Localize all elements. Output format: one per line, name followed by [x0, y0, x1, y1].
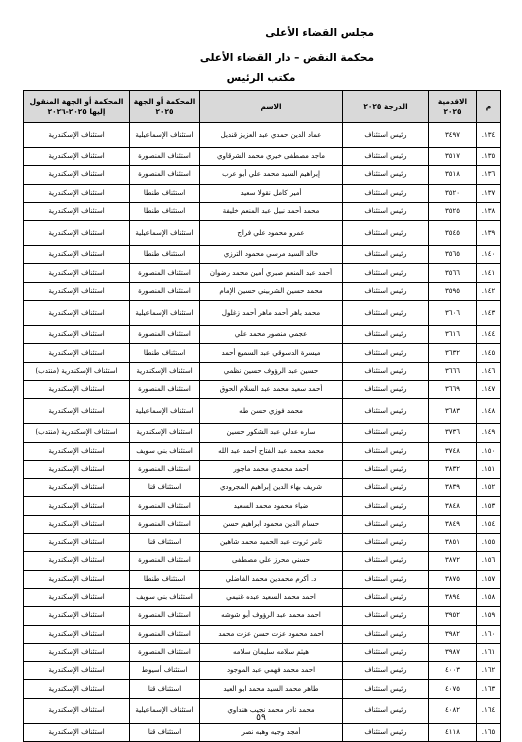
- col-seniority-cell: ٣٨٤٨: [429, 497, 477, 515]
- col-current-court-cell: استئناف قنا: [130, 680, 200, 698]
- col-destination-court-header: المحكمة أو الجهة المنقول إليها ٢٠٢٥-٢٠٢٦: [24, 91, 130, 123]
- col-name-cell: عماد الدين حمدي عبد العزيز قنديل: [200, 123, 343, 148]
- table-row: [24, 344, 501, 362]
- col-current-court-cell: استئناف الإسكندرية: [130, 362, 200, 380]
- col-current-court-cell: استئناف طنطا: [130, 344, 200, 362]
- col-index-cell: ١٥٠.: [477, 442, 501, 460]
- col-seniority-cell: ٣٧٤٨: [429, 442, 477, 460]
- table-row: [24, 442, 501, 460]
- col-index-cell: ١٣٨.: [477, 202, 501, 220]
- col-seniority-cell: ٣٨٧٥: [429, 570, 477, 588]
- col-seniority-cell: ٤٠٧٥: [429, 680, 477, 698]
- col-current-court-cell: استئناف قنا: [130, 479, 200, 497]
- col-destination-court-cell: استئناف الإسكندرية: [24, 607, 130, 625]
- col-name-cell: محمد فوزي حسن طه: [200, 399, 343, 424]
- col-grade-cell: رئيس استئناف: [343, 570, 429, 588]
- col-current-court-cell: استئناف طنطا: [130, 184, 200, 202]
- col-name-header: الاسم: [200, 91, 343, 123]
- col-index-cell: ١٦٢.: [477, 662, 501, 680]
- table-body: [24, 123, 501, 742]
- col-seniority-header: الاقدمية ٢٠٢٥: [429, 91, 477, 123]
- col-name-cell: عمرو محمود علي فراج: [200, 221, 343, 246]
- col-current-court-cell: استئناف المنصورة: [130, 607, 200, 625]
- col-current-court-cell: استئناف بني سويف: [130, 588, 200, 606]
- col-index-cell: ١٤٠.: [477, 246, 501, 264]
- table-row: [24, 643, 501, 661]
- col-destination-court-cell: استئناف الإسكندرية: [24, 184, 130, 202]
- col-seniority-cell: ٣٦٨٣: [429, 399, 477, 424]
- col-name-cell: خالد السيد مرسي محمود الترزي: [200, 246, 343, 264]
- col-destination-court-cell: استئناف الإسكندرية: [24, 123, 130, 148]
- col-name-cell: أمير كامل نقولا سعيد: [200, 184, 343, 202]
- table-row: [24, 399, 501, 424]
- col-index-cell: ١٦٠.: [477, 625, 501, 643]
- col-destination-court-cell: استئناف الإسكندرية: [24, 698, 130, 723]
- col-seniority-cell: ٣٦١٦: [429, 326, 477, 344]
- col-index-cell: ١٥٣.: [477, 497, 501, 515]
- col-seniority-cell: ٣٥٢٥: [429, 202, 477, 220]
- table-row: [24, 588, 501, 606]
- col-grade-cell: رئيس استئناف: [343, 424, 429, 442]
- col-current-court-cell: استئناف قنا: [130, 534, 200, 552]
- col-index-cell: ١٦٤.: [477, 698, 501, 723]
- page-number: ٥٩: [256, 713, 266, 723]
- col-current-court-cell: استئناف طنطا: [130, 570, 200, 588]
- col-current-court-cell: استئناف بني سويف: [130, 442, 200, 460]
- col-index-cell: ١٥٩.: [477, 607, 501, 625]
- table-row: [24, 282, 501, 300]
- col-destination-court-cell: استئناف الإسكندرية: [24, 166, 130, 184]
- col-current-court-cell: استئناف المنصورة: [130, 148, 200, 166]
- col-current-court-cell: استئناف الإسماعيلية: [130, 301, 200, 326]
- table-row: [24, 221, 501, 246]
- col-current-court-cell: استئناف طنطا: [130, 246, 200, 264]
- col-name-cell: احمد محمد السعيد عبده غنيمي: [200, 588, 343, 606]
- table-row: [24, 515, 501, 533]
- col-grade-cell: رئيس استئناف: [343, 221, 429, 246]
- col-seniority-cell: ٣٥١٧: [429, 148, 477, 166]
- table-row: [24, 497, 501, 515]
- col-name-cell: احمد محمود عزت حسن عزت محمد: [200, 625, 343, 643]
- col-index-cell: ١٥٧.: [477, 570, 501, 588]
- table-row: [24, 625, 501, 643]
- col-name-cell: حسني محرز علي مصطفى: [200, 552, 343, 570]
- col-current-court-cell: استئناف المنصورة: [130, 625, 200, 643]
- col-name-cell: محمد حسين الشربيني حسين الإمام: [200, 282, 343, 300]
- col-index-cell: ١٤٣.: [477, 301, 501, 326]
- col-grade-cell: رئيس استئناف: [343, 166, 429, 184]
- col-seniority-cell: ٤٠٠٣: [429, 662, 477, 680]
- col-name-cell: احمد محمد عبد الرؤوف أبو شوشه: [200, 607, 343, 625]
- col-index-cell: ١٥٤.: [477, 515, 501, 533]
- col-current-court-cell: استئناف المنصورة: [130, 282, 200, 300]
- col-destination-court-cell: استئناف الإسكندرية: [24, 202, 130, 220]
- col-grade-cell: رئيس استئناف: [343, 515, 429, 533]
- col-grade-cell: رئيس استئناف: [343, 607, 429, 625]
- col-current-court-cell: استئناف المنصورة: [130, 380, 200, 398]
- col-seniority-cell: ٣٦٦٩: [429, 380, 477, 398]
- col-index-cell: ١٣٩.: [477, 221, 501, 246]
- col-index-cell: ١٥١.: [477, 460, 501, 478]
- col-seniority-cell: ٣٦٦٦: [429, 362, 477, 380]
- council-title: مجلس القضاء الأعلى: [265, 27, 374, 39]
- table-row: [24, 534, 501, 552]
- col-index-cell: ١٤٥.: [477, 344, 501, 362]
- table-row: [24, 123, 501, 148]
- col-name-cell: أحمد محمدي محمد ماجور: [200, 460, 343, 478]
- col-destination-court-cell: استئناف الإسكندرية: [24, 282, 130, 300]
- col-seniority-cell: ٣٥١٨: [429, 166, 477, 184]
- col-destination-court-cell: استئناف الإسكندرية: [24, 680, 130, 698]
- col-seniority-cell: ٤١١٨: [429, 723, 477, 741]
- col-seniority-cell: ٣٤٩٧: [429, 123, 477, 148]
- col-destination-court-cell: استئناف الإسكندرية: [24, 552, 130, 570]
- col-destination-court-cell: استئناف الإسكندرية: [24, 460, 130, 478]
- col-seniority-cell: ٣٥٦٥: [429, 246, 477, 264]
- col-destination-court-cell: استئناف الإسكندرية: [24, 148, 130, 166]
- col-grade-cell: رئيس استئناف: [343, 479, 429, 497]
- col-name-cell: محمد باهر أحمد ماهر أحمد زغلول: [200, 301, 343, 326]
- table-row: [24, 264, 501, 282]
- col-current-court-cell: استئناف المنصورة: [130, 552, 200, 570]
- col-index-header: م: [477, 91, 501, 123]
- table-row: [24, 552, 501, 570]
- col-destination-court-cell: استئناف الإسكندرية: [24, 515, 130, 533]
- col-seniority-cell: ٣٥٩٥: [429, 282, 477, 300]
- col-index-cell: ١٤٢.: [477, 282, 501, 300]
- col-index-cell: ١٥٨.: [477, 588, 501, 606]
- col-grade-cell: رئيس استئناف: [343, 698, 429, 723]
- col-grade-cell: رئيس استئناف: [343, 442, 429, 460]
- col-seniority-cell: ٣٥٤٥: [429, 221, 477, 246]
- col-destination-court-cell: استئناف الإسكندرية: [24, 246, 130, 264]
- col-destination-court-cell: استئناف الإسكندرية (منتدب): [24, 424, 130, 442]
- col-destination-court-cell: استئناف الإسكندرية: [24, 221, 130, 246]
- col-name-cell: عجمي منصور محمد علي: [200, 326, 343, 344]
- col-grade-cell: رئيس استئناف: [343, 344, 429, 362]
- col-grade-cell: رئيس استئناف: [343, 552, 429, 570]
- col-grade-cell: رئيس استئناف: [343, 534, 429, 552]
- col-current-court-cell: استئناف المنصورة: [130, 460, 200, 478]
- col-seniority-cell: ٣٥٢٠: [429, 184, 477, 202]
- col-index-cell: ١٣٧.: [477, 184, 501, 202]
- col-name-cell: محمد نادر محمد نجيب هنداوي: [200, 698, 343, 723]
- table-row: [24, 202, 501, 220]
- table-row: [24, 460, 501, 478]
- col-index-cell: ١٦٣.: [477, 680, 501, 698]
- col-index-cell: ١٤٩.: [477, 424, 501, 442]
- col-name-cell: حسين عبد الرؤوف حسين نظمي: [200, 362, 343, 380]
- col-grade-cell: رئيس استئناف: [343, 264, 429, 282]
- col-name-cell: تامر ثروت عبد الحميد محمد شاهين: [200, 534, 343, 552]
- col-grade-cell: رئيس استئناف: [343, 246, 429, 264]
- col-grade-cell: رئيس استئناف: [343, 497, 429, 515]
- col-seniority-cell: ٣٨٧٢: [429, 552, 477, 570]
- table-row: [24, 166, 501, 184]
- col-name-cell: ساره عدلي عبد الشكور حسين: [200, 424, 343, 442]
- col-seniority-cell: ٣٧٣٦: [429, 424, 477, 442]
- transfers-table: [23, 90, 501, 742]
- col-destination-court-cell: استئناف الإسكندرية: [24, 588, 130, 606]
- table-row: [24, 246, 501, 264]
- table-row: [24, 607, 501, 625]
- col-current-court-cell: استئناف المنصورة: [130, 264, 200, 282]
- col-seniority-cell: ٣٨٣٩: [429, 479, 477, 497]
- col-seniority-cell: ٣٩٥٢: [429, 607, 477, 625]
- table-row: [24, 184, 501, 202]
- col-name-cell: حسام الدين محمود ابراهيم حسن: [200, 515, 343, 533]
- col-seniority-cell: ٣٨٣٢: [429, 460, 477, 478]
- col-seniority-cell: ٣٨٤٩: [429, 515, 477, 533]
- col-destination-court-cell: استئناف الإسكندرية: [24, 497, 130, 515]
- col-destination-court-cell: استئناف الإسكندرية: [24, 442, 130, 460]
- col-seniority-cell: ٣٨٩٤: [429, 588, 477, 606]
- col-grade-cell: رئيس استئناف: [343, 123, 429, 148]
- col-current-court-cell: استئناف المنصورة: [130, 497, 200, 515]
- col-index-cell: ١٤٤.: [477, 326, 501, 344]
- col-grade-cell: رئيس استئناف: [343, 282, 429, 300]
- col-seniority-cell: ٣٥٦٦: [429, 264, 477, 282]
- col-grade-cell: رئيس استئناف: [343, 362, 429, 380]
- col-grade-cell: رئيس استئناف: [343, 399, 429, 424]
- col-current-court-cell: استئناف المنصورة: [130, 643, 200, 661]
- col-seniority-cell: ٣٩٨٢: [429, 625, 477, 643]
- col-name-cell: أحمد عبد المنعم صبري أمين محمد رضوان: [200, 264, 343, 282]
- col-destination-court-cell: استئناف الإسكندرية: [24, 479, 130, 497]
- col-name-cell: د. أكرم محمدين محمد الفاضلي: [200, 570, 343, 588]
- col-seniority-cell: ٤٠٨٢: [429, 698, 477, 723]
- table-row: [24, 148, 501, 166]
- col-name-cell: طاهر محمد السيد محمد ابو العيد: [200, 680, 343, 698]
- col-seniority-cell: ٣٨٥١: [429, 534, 477, 552]
- col-name-cell: احمد محمد فهمي عبد الموجود: [200, 662, 343, 680]
- col-name-cell: ميسرة الدسوقي عبد السميع أحمد: [200, 344, 343, 362]
- col-current-court-cell: استئناف أسيوط: [130, 662, 200, 680]
- table-row: [24, 479, 501, 497]
- col-destination-court-cell: استئناف الإسكندرية: [24, 264, 130, 282]
- col-name-cell: هيثم سلامه سليمان سلامه: [200, 643, 343, 661]
- col-name-cell: ماجد مصطفى خيري محمد الشرقاوي: [200, 148, 343, 166]
- table-row: [24, 723, 501, 741]
- col-destination-court-cell: استئناف الإسكندرية: [24, 662, 130, 680]
- col-name-cell: إبراهيم السيد محمد علي أبو عرب: [200, 166, 343, 184]
- table-row: [24, 301, 501, 326]
- col-index-cell: ١٤٨.: [477, 399, 501, 424]
- col-seniority-cell: ٣٦٠٦: [429, 301, 477, 326]
- col-current-court-cell: استئناف المنصورة: [130, 515, 200, 533]
- col-destination-court-cell: استئناف الإسكندرية (منتدب): [24, 362, 130, 380]
- col-grade-header: الدرجة ٢٠٢٥: [343, 91, 429, 123]
- col-index-cell: ١٣٦.: [477, 166, 501, 184]
- col-current-court-cell: استئناف الإسماعيلية: [130, 698, 200, 723]
- col-grade-cell: رئيس استئناف: [343, 148, 429, 166]
- col-destination-court-cell: استئناف الإسكندرية: [24, 399, 130, 424]
- col-grade-cell: رئيس استئناف: [343, 301, 429, 326]
- col-current-court-cell: استئناف المنصورة: [130, 166, 200, 184]
- col-destination-court-cell: استئناف الإسكندرية: [24, 380, 130, 398]
- col-destination-court-cell: استئناف الإسكندرية: [24, 643, 130, 661]
- col-name-cell: شريف بهاء الدين إبراهيم المجرودي: [200, 479, 343, 497]
- col-grade-cell: رئيس استئناف: [343, 588, 429, 606]
- col-current-court-cell: استئناف قنا: [130, 723, 200, 741]
- col-index-cell: ١٣٤.: [477, 123, 501, 148]
- col-destination-court-cell: استئناف الإسكندرية: [24, 625, 130, 643]
- col-name-cell: أحمد سعيد محمد عبد السلام الحوق: [200, 380, 343, 398]
- col-index-cell: ١٥٢.: [477, 479, 501, 497]
- col-index-cell: ١٥٥.: [477, 534, 501, 552]
- col-grade-cell: رئيس استئناف: [343, 643, 429, 661]
- col-grade-cell: رئيس استئناف: [343, 723, 429, 741]
- col-seniority-cell: ٣٩٨٧: [429, 643, 477, 661]
- col-destination-court-cell: استئناف الإسكندرية: [24, 534, 130, 552]
- col-grade-cell: رئيس استئناف: [343, 380, 429, 398]
- col-grade-cell: رئيس استئناف: [343, 680, 429, 698]
- col-grade-cell: رئيس استئناف: [343, 326, 429, 344]
- col-current-court-cell: استئناف طنطا: [130, 202, 200, 220]
- col-current-court-cell: استئناف الإسماعيلية: [130, 399, 200, 424]
- col-current-court-cell: استئناف الإسماعيلية: [130, 123, 200, 148]
- table-row: [24, 380, 501, 398]
- col-seniority-cell: ٣٦٣٢: [429, 344, 477, 362]
- table-header-row: [24, 91, 501, 123]
- col-destination-court-cell: استئناف الإسكندرية: [24, 301, 130, 326]
- col-current-court-cell: استئناف الإسكندرية: [130, 424, 200, 442]
- col-name-cell: محمد أحمد نبيل عبد المنعم خليفة: [200, 202, 343, 220]
- col-current-court-header: المحكمة أو الجهة ٢٠٢٥: [130, 91, 200, 123]
- table-row: [24, 570, 501, 588]
- col-destination-court-cell: استئناف الإسكندرية: [24, 326, 130, 344]
- table-row: [24, 680, 501, 698]
- table-row: [24, 424, 501, 442]
- col-index-cell: ١٤١.: [477, 264, 501, 282]
- col-current-court-cell: استئناف المنصورة: [130, 326, 200, 344]
- col-grade-cell: رئيس استئناف: [343, 184, 429, 202]
- col-name-cell: محمد محمد عبد الفتاح أحمد عبد الله: [200, 442, 343, 460]
- col-current-court-cell: استئناف الإسماعيلية: [130, 221, 200, 246]
- office-title: مكتب الرئيس: [226, 72, 296, 84]
- col-grade-cell: رئيس استئناف: [343, 460, 429, 478]
- col-index-cell: ١٥٦.: [477, 552, 501, 570]
- col-destination-court-cell: استئناف الإسكندرية: [24, 344, 130, 362]
- col-grade-cell: رئيس استئناف: [343, 662, 429, 680]
- table-row: [24, 662, 501, 680]
- col-index-cell: ١٦١.: [477, 643, 501, 661]
- col-index-cell: ١٤٧.: [477, 380, 501, 398]
- table-row: [24, 362, 501, 380]
- col-index-cell: ١٦٥.: [477, 723, 501, 741]
- col-destination-court-cell: استئناف الإسكندرية: [24, 570, 130, 588]
- col-name-cell: أمجد وجيه وهبه نصر: [200, 723, 343, 741]
- col-grade-cell: رئيس استئناف: [343, 625, 429, 643]
- col-grade-cell: رئيس استئناف: [343, 202, 429, 220]
- table-row: [24, 326, 501, 344]
- col-index-cell: ١٣٥.: [477, 148, 501, 166]
- col-index-cell: ١٤٦.: [477, 362, 501, 380]
- court-title: محكمة النقض – دار القضاء الأعلى: [199, 52, 374, 64]
- col-name-cell: ضياء محمود محمد السعيد: [200, 497, 343, 515]
- col-destination-court-cell: استئناف الإسكندرية: [24, 723, 130, 741]
